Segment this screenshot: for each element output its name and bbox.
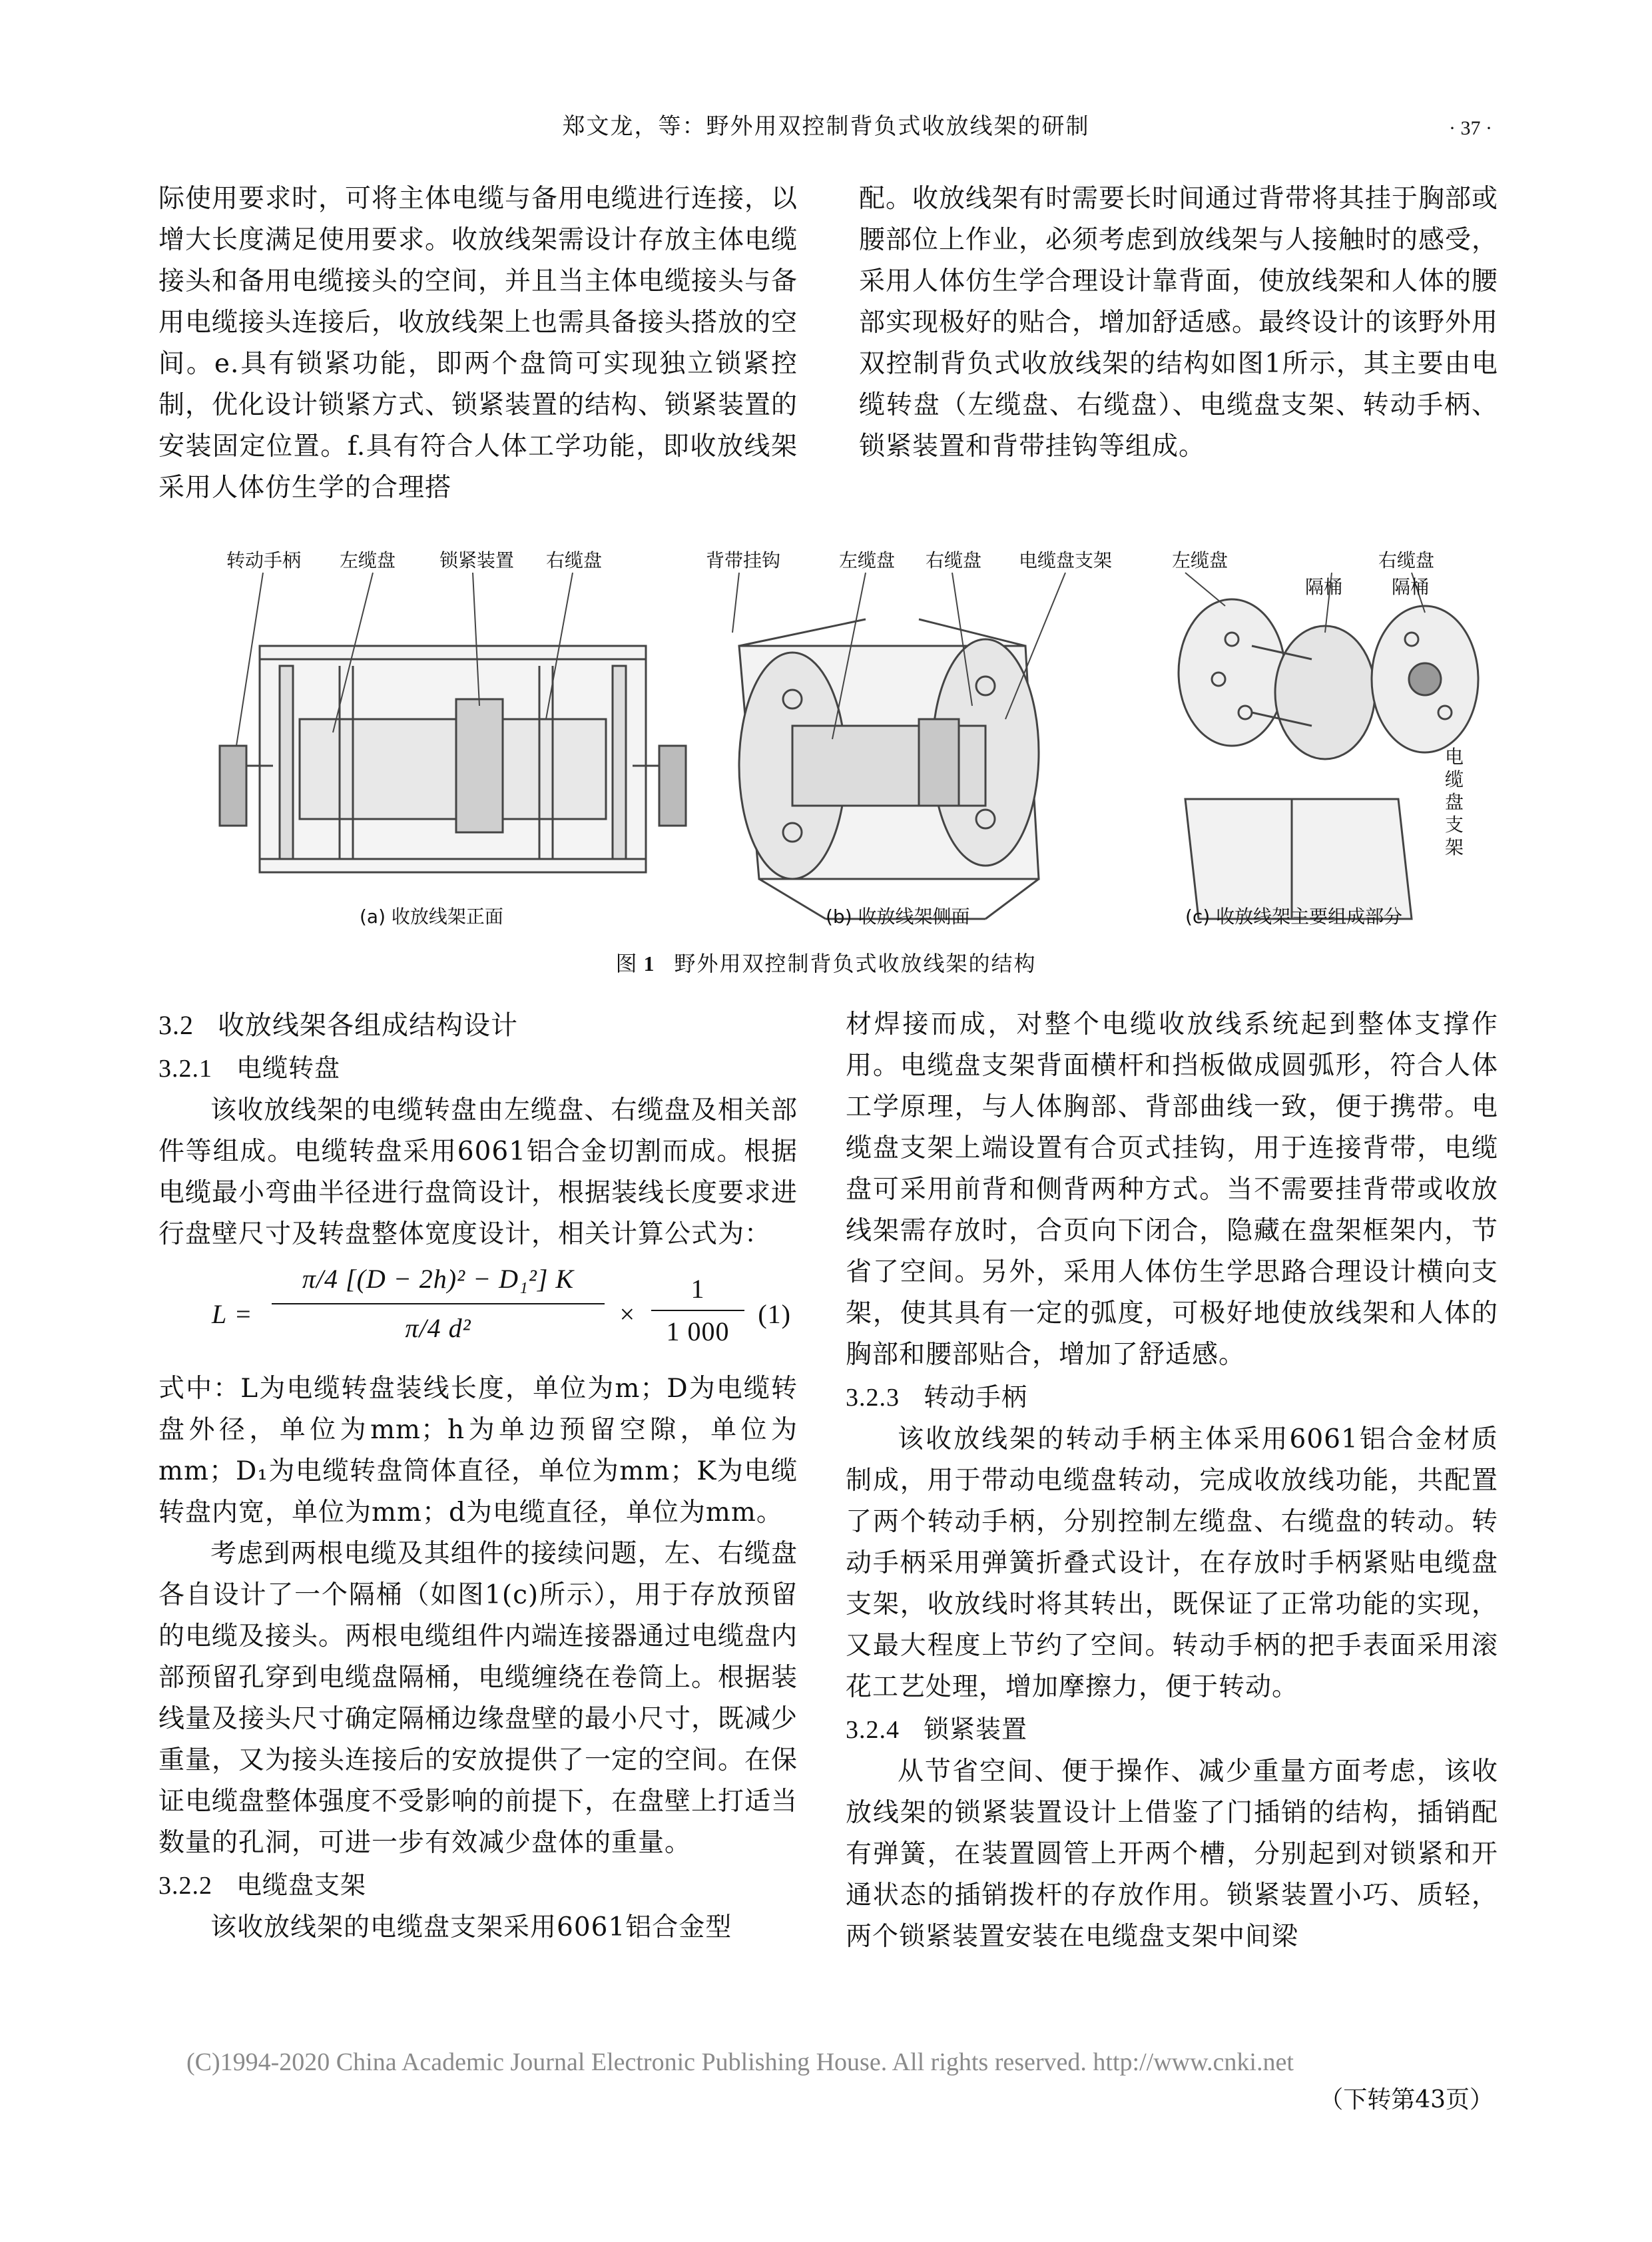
bottom-left-column (158, 1004, 798, 1948)
front-view-drawing (220, 573, 686, 872)
paragraph: 材焊接而成，对整个电缆收放线系统起到整体支撑作用。电缆盘支架背面横杆和挡板做成圆弧形，符合人体工学原理，与人体胸部、背部曲线一致，便于携带。电缆盘支架上端设置有合页式挂钩，用于连接背带，电缆盘可采用前背和侧背两种方式。当不需要挂背带或收放线架需存放时，合页向下闭合，隐藏在盘架框架内，节省了空间。另外，采用人体仿生学思路合理设计横向支架，使其具有一定的弧度，可极好地使放线架和人体的胸部和腰部贴合，增加了舒适感。 (846, 1009, 1498, 1370)
paragraph: 该收放线架的电缆盘支架采用6061铝合金型 (210, 1912, 732, 1942)
caption-text: 野外用双控制背负式收放线架的结构 (674, 951, 1037, 976)
subcaption-c: (c) 收放线架主要组成部分 (1185, 906, 1403, 928)
subsection-number: 3.2.1 (158, 1055, 212, 1083)
subsection-heading (846, 1708, 1498, 1751)
subsection-number: 3.2.3 (846, 1384, 900, 1412)
bottom-right-column (846, 1004, 1498, 1958)
equation-numerator: π/4 [(D − 2h)² − D₁²] K (302, 1264, 575, 1294)
label-partition-drum: 隔桶 (1392, 576, 1430, 598)
label-locking-device: 锁紧装置 (439, 549, 515, 571)
figure-caption (0, 947, 1652, 978)
unit-fraction (651, 1268, 744, 1352)
subsection-title: 转动手柄 (924, 1382, 1028, 1412)
figure-1 (200, 546, 1485, 946)
label-partition-drum: 隔桶 (1305, 576, 1343, 598)
section-title: 收放线架各组成结构设计 (218, 1010, 518, 1041)
side-view-drawing (732, 573, 1065, 919)
label-reel-bracket-vertical: 电缆盘支架 (1445, 746, 1464, 858)
figure-1-drawing (200, 546, 1485, 946)
label-right-reel: 右缆盘 (1378, 549, 1435, 571)
subsection-heading (158, 1047, 798, 1090)
continued-note: （下转第43页） (1319, 2086, 1494, 2113)
subsection-title: 电缆转盘 (236, 1053, 341, 1083)
paragraph: 该收放线架的转动手柄主体采用6061铝合金材质制成，用于带动电缆盘转动，完成收放线功能，共配置了两个转动手柄，分别控制左缆盘、右缆盘的转动。转动手柄采用弹簧折叠式设计，在存放时手柄紧贴电缆盘支架，收放线时将其转出，既保证了正常功能的实现，又最大程度上节约了空间。转动手柄的把手表面采用滚花工艺处理，增加摩擦力，便于转动。 (846, 1424, 1498, 1702)
running-title: 郑文龙，等：野外用双控制背负式收放线架的研制 (562, 113, 1090, 140)
label-left-reel: 左缆盘 (839, 549, 896, 571)
subcaption-b: (b) 收放线架侧面 (826, 906, 970, 928)
subsection-number: 3.2.2 (158, 1872, 212, 1900)
paragraph: 际使用要求时，可将主体电缆与备用电缆进行连接，以增大长度满足使用要求。收放线架需设计存放主体电缆接头和备用电缆接头的空间，并且当主体电缆接头与备用电缆接头连接后，收放线架上也需具备接头搭放的空间。e.具有锁紧功能，即两个盘筒可实现独立锁紧控制，优化设计锁紧方式、锁紧装置的结构、锁紧装置的安装固定位置。f.具有符合人体工学功能，即收放线架采用人体仿生学的合理搭 (158, 184, 798, 503)
section-heading (158, 1004, 798, 1047)
subsection-heading (158, 1864, 798, 1907)
caption-number: 1 (643, 952, 656, 976)
exploded-view-drawing (1179, 573, 1478, 919)
equation-1 (158, 1255, 798, 1368)
unit-numerator: 1 (690, 1274, 705, 1304)
label-right-reel: 右缆盘 (926, 549, 982, 571)
equation-denominator: π/4 d² (405, 1313, 471, 1343)
label-left-reel: 左缆盘 (340, 549, 396, 571)
page-number: · 37 · (1449, 117, 1492, 139)
copyright-watermark: (C)1994-2020 China Academic Journal Electronic Publishing House. All rights reserved. http://www.cnki.net (186, 2048, 1294, 2076)
top-right-column (859, 178, 1498, 467)
label-reel-bracket: 电缆盘支架 (1019, 549, 1113, 571)
subsection-title: 电缆盘支架 (236, 1870, 367, 1900)
paragraph: 从节省空间、便于操作、减少重量方面考虑，该收放线架的锁紧装置设计上借鉴了门插销的结构，插销配有弹簧，在装置圆管上开两个槽，分别起到对锁紧和开通状态的插销拨杆的存放作用。锁紧装置小巧、质轻，两个锁紧装置安装在电缆盘支架中间梁 (846, 1757, 1498, 1952)
label-rotating-handle: 转动手柄 (226, 549, 302, 571)
subcaption-a: (a) 收放线架正面 (360, 906, 503, 928)
paragraph: 该收放线架的电缆转盘由左缆盘、右缆盘及相关部件等组成。电缆转盘采用6061铝合金切割而成。根据电缆最小弯曲半径进行盘筒设计，根据装线长度要求进行盘壁尺寸及转盘整体宽度设计，相关计算公式为： (158, 1095, 798, 1249)
paragraph: 式中：L为电缆转盘装线长度，单位为m；D为电缆转盘外径，单位为mm；h为单边预留空隙，单位为mm；D₁为电缆转盘筒体直径，单位为mm；K为电缆转盘内宽，单位为mm；d为电缆直径，单位为mm。 (158, 1374, 798, 1528)
fraction-bar (651, 1310, 744, 1311)
equation-number: (1) (758, 1299, 791, 1329)
equation-fraction (272, 1255, 605, 1352)
paragraph: 考虑到两根电缆及其组件的接续问题，左、右缆盘各自设计了一个隔桶（如图1(c)所示），用于存放预留的电缆及接头。两根电缆组件内端连接器通过电缆盘内部预留孔穿到电缆盘隔桶，电缆缠绕在卷筒上。根据装线量及接头尺寸确定隔桶边缘盘壁的最小尺寸，既减少重量，又为接头连接后的安放提供了一定的空间。在保证电缆盘整体强度不受影响的前提下，在盘壁上打适当数量的孔洞，可进一步有效减少盘体的重量。 (158, 1539, 798, 1858)
caption-prefix: 图 (615, 951, 639, 976)
unit-denominator: 1 000 (666, 1316, 730, 1346)
subsection-number: 3.2.4 (846, 1716, 900, 1744)
section-number: 3.2 (158, 1010, 194, 1040)
label-right-reel: 右缆盘 (546, 549, 603, 571)
subsection-title: 锁紧装置 (924, 1715, 1028, 1744)
label-strap-hook: 背带挂钩 (706, 549, 781, 571)
times-sign: × (618, 1299, 637, 1329)
paragraph: 配。收放线架有时需要长时间通过背带将其挂于胸部或腰部位上作业，必须考虑到放线架与人接触时的感受，采用人体仿生学合理设计靠背面，使放线架和人体的腰部实现极好的贴合，增加舒适感。最终设计的该野外用双控制背负式收放线架的结构如图1所示，其主要由电缆转盘（左缆盘、右缆盘）、电缆盘支架、转动手柄、锁紧装置和背带挂钩等组成。 (859, 184, 1499, 461)
subsection-heading (846, 1376, 1498, 1419)
top-left-column (158, 178, 798, 509)
label-left-reel: 左缆盘 (1172, 549, 1229, 571)
equation-lhs: L = (212, 1299, 253, 1329)
